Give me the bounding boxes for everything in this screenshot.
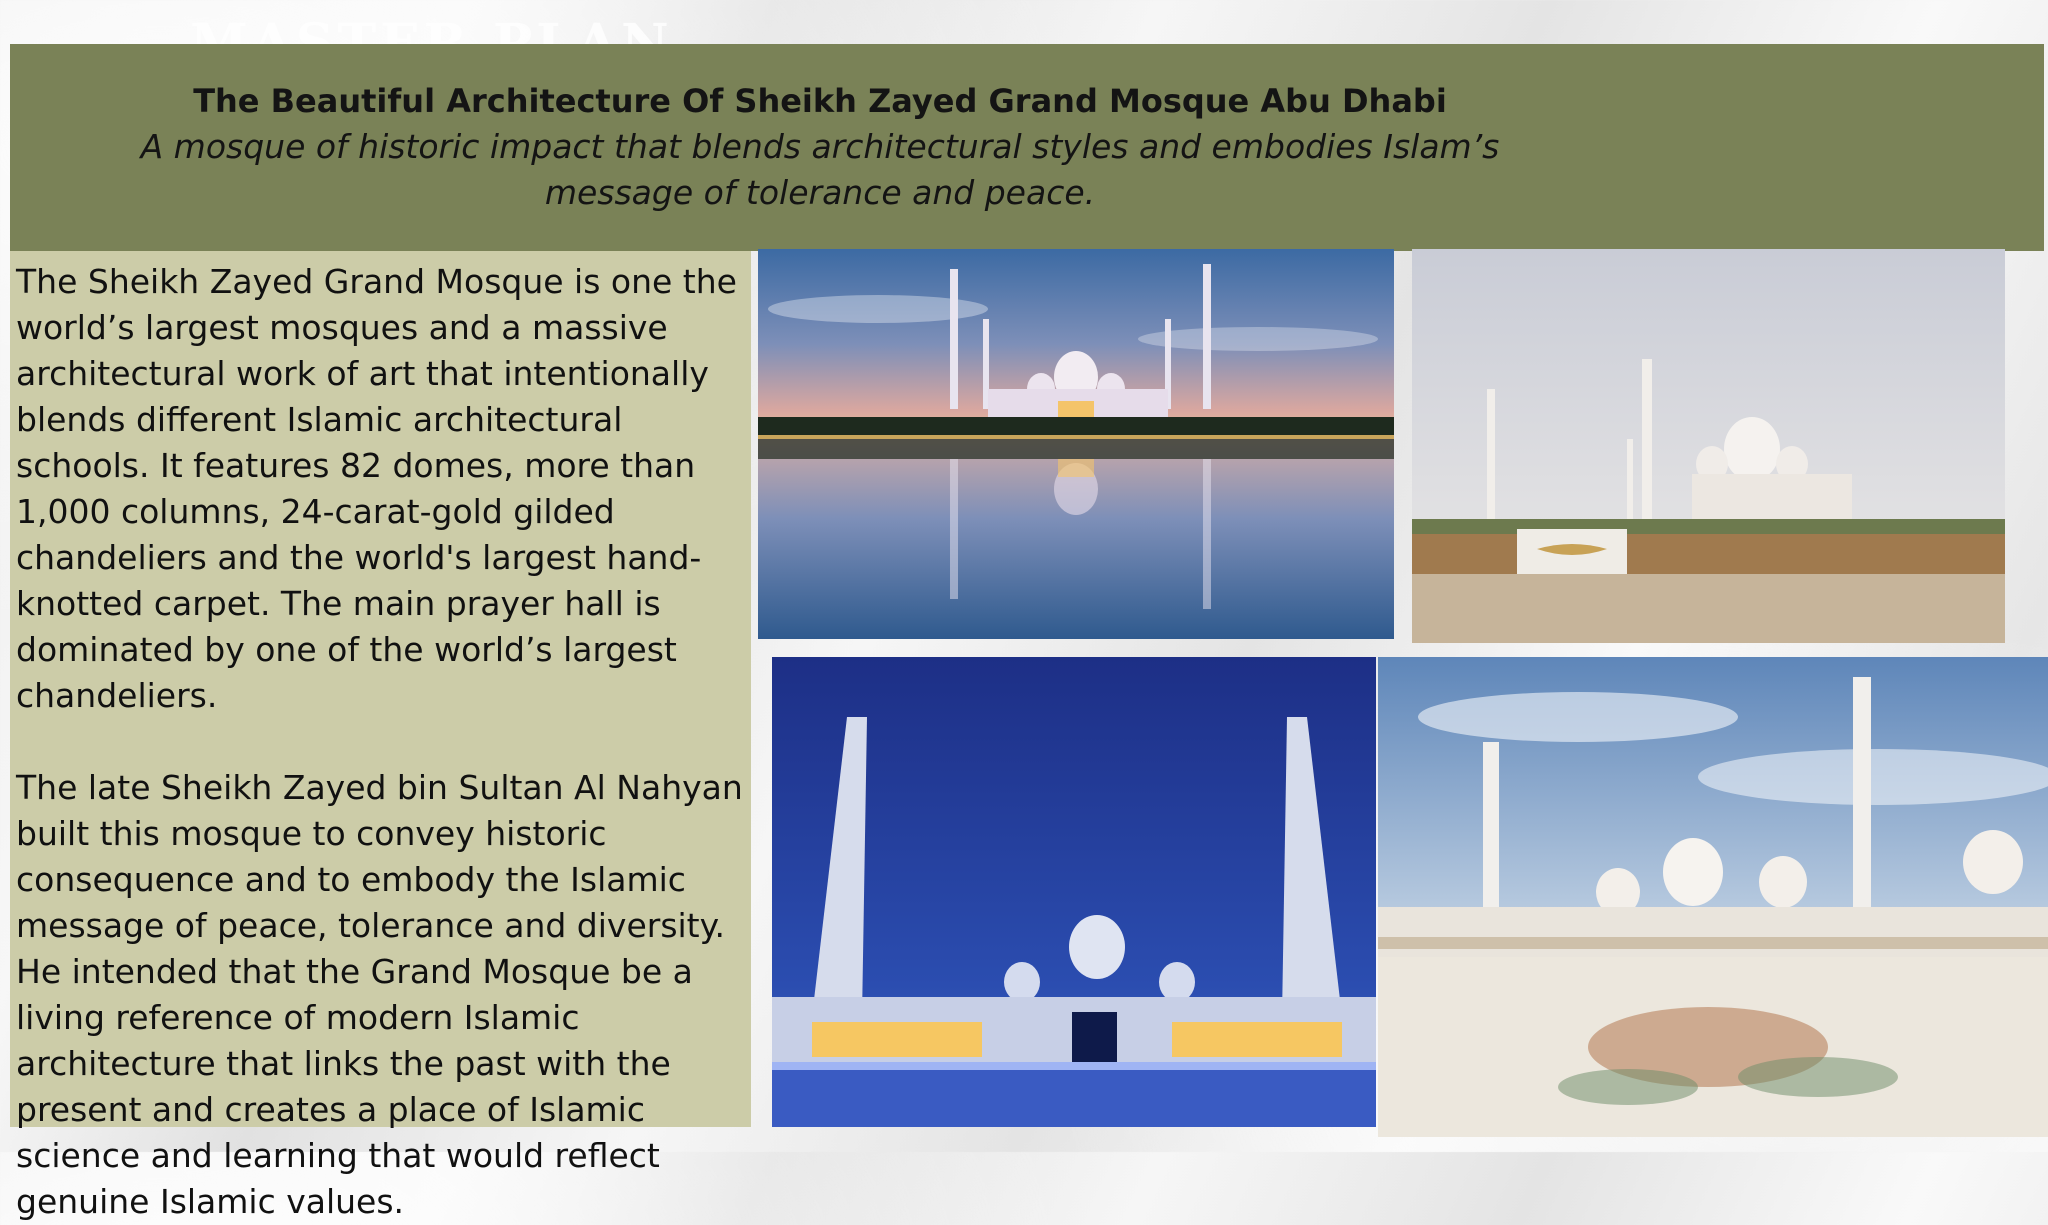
mosque-courtyard-illustration [1378,657,2048,1137]
mosque-daylight-illustration [1412,249,2005,643]
header-banner [10,44,2044,251]
description-panel [10,251,751,1221]
mosque-night-photo [772,657,1376,1127]
mosque-dusk-illustration [758,249,1394,639]
paragraph-architecture: The Sheikh Zayed Grand Mosque is one the world’s largest mosques and a massive architectural work of art that intentionally blends different Islamic architectural schools. It features 82 domes, more than 1,000 columns, 24-carat-gold gilded chandeliers and the world's largest hand-knotted carpet. The main prayer hall is dominated by one of the world’s largest chandeliers. [16,262,737,715]
description-text [16,259,751,1225]
paragraph-history: The late Sheikh Zayed bin Sultan Al Nahyan built this mosque to convey historic consequence and to embody the Islamic message of peace, tolerance and diversity. He intended that the Grand Mosque be a living reference of modern Islamic architecture that links the past with the present and creates a place of Islamic science and learning that would reflect genuine Islamic values. [16,768,743,1221]
slide-subtitle: A mosque of historic impact that blends architectural styles and embodies Islam’s message of tolerance and peace. [140,127,1500,212]
mosque-night-illustration [772,657,1376,1127]
background-watermark [190,14,673,44]
mosque-dusk-reflection-photo [758,249,1394,639]
mosque-courtyard-photo [1378,657,2048,1137]
slide-title: The Beautiful Architecture Of Sheikh Zayed Grand Mosque Abu Dhabi [193,82,1447,120]
mosque-daylight-street-photo [1412,249,2005,643]
